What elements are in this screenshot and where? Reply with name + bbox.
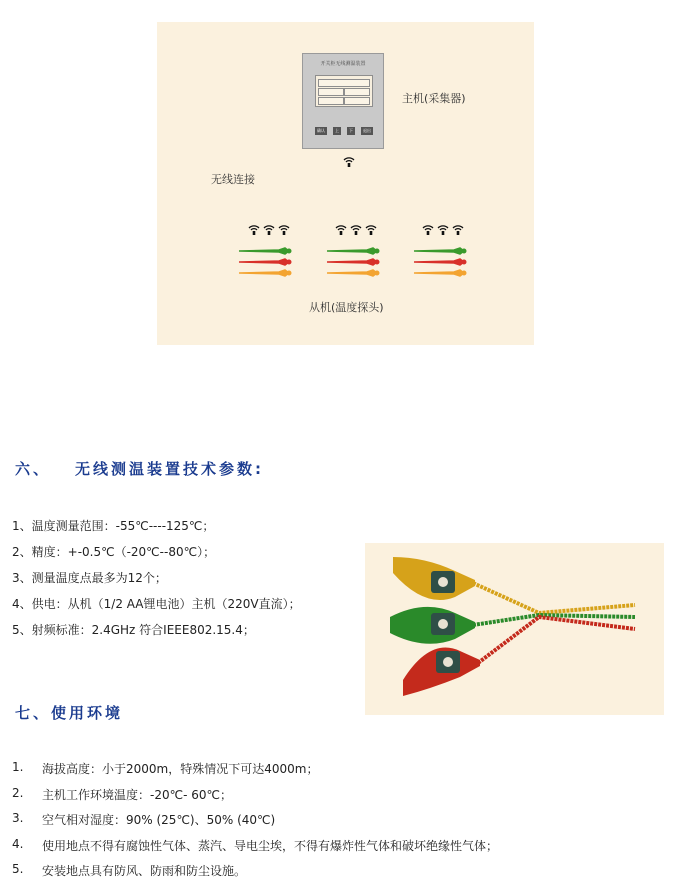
- host-down-button: 下: [349, 128, 353, 133]
- probe-sets: [239, 248, 467, 276]
- slave-label: 从机(温度探头): [309, 301, 384, 314]
- probe-group-1: [249, 226, 289, 235]
- diagram-graphics: [157, 22, 534, 345]
- wifi-icon: [438, 226, 448, 235]
- temperature-probe: [414, 248, 467, 254]
- spec-item-3: 3、测量温度点最多为12个；: [12, 571, 167, 585]
- section6-number: 六、: [15, 460, 52, 478]
- host-confirm-button: 确认: [317, 128, 325, 133]
- section7-title: 七、使用环境: [15, 704, 124, 722]
- spec-item-5: 5、射频标准：2.4GHz 符合IEEE802.15.4；: [12, 623, 255, 637]
- env-item-3: 空气相对湿度：90% (25℃)、50% (40℃): [42, 813, 276, 827]
- temperature-probe: [239, 248, 292, 254]
- env-item-3-num: 3.: [12, 811, 24, 825]
- wifi-icon: [351, 226, 361, 235]
- host-up-button: 上: [335, 128, 339, 133]
- host-label: 主机(采集器): [402, 92, 466, 105]
- wifi-icon: [344, 158, 354, 167]
- wireless-label: 无线连接: [211, 173, 255, 186]
- env-item-1-num: 1.: [12, 760, 24, 774]
- env-item-2-num: 2.: [12, 786, 24, 800]
- probe-photo-graphic: [365, 543, 664, 715]
- env-item-5: 安装地点具有防风、防雨和防尘设施。: [42, 864, 247, 878]
- host-device-title: 开关柜无线测温装置: [320, 61, 366, 67]
- temperature-probe: [414, 270, 467, 276]
- spec-item-4: 4、供电：从机（1/2 AA锂电池）主机（220V直流）；: [12, 597, 301, 611]
- temperature-probe: [327, 259, 380, 265]
- env-item-1: 海拔高度：小于2000m，特殊情况下可达4000m；: [42, 762, 319, 776]
- temperature-probe: [327, 248, 380, 254]
- wifi-icon: [264, 226, 274, 235]
- spec-item-2: 2、精度：+-0.5℃（-20℃--80℃）；: [12, 545, 216, 559]
- temperature-probe: [239, 270, 292, 276]
- probe-group-3: [423, 226, 463, 235]
- probe-group-2: [336, 226, 376, 235]
- probe-sensor: [393, 557, 635, 613]
- temperature-probe: [327, 270, 380, 276]
- wifi-icon: [366, 226, 376, 235]
- wifi-icon: [423, 226, 433, 235]
- wifi-icon: [279, 226, 289, 235]
- section6-title: 无线测温装置技术参数:: [75, 460, 264, 478]
- wifi-icon: [336, 226, 346, 235]
- temperature-probe: [414, 259, 467, 265]
- env-item-4: 使用地点不得有腐蚀性气体、蒸汽、导电尘埃，不得有爆炸性气体和破坏绝缘性气体；: [42, 839, 499, 853]
- wifi-icon: [453, 226, 463, 235]
- wifi-icon: [249, 226, 259, 235]
- env-item-4-num: 4.: [12, 837, 24, 851]
- temperature-probe: [239, 259, 292, 265]
- spec-item-1: 1、温度测量范围：-55℃----125℃；: [12, 519, 215, 533]
- env-item-2: 主机工作环境温度：-20℃- 60℃；: [42, 788, 232, 802]
- system-diagram: [157, 22, 534, 345]
- host-exit-button: 退出: [363, 128, 371, 133]
- probe-photo: [365, 543, 664, 715]
- env-item-5-num: 5.: [12, 862, 24, 876]
